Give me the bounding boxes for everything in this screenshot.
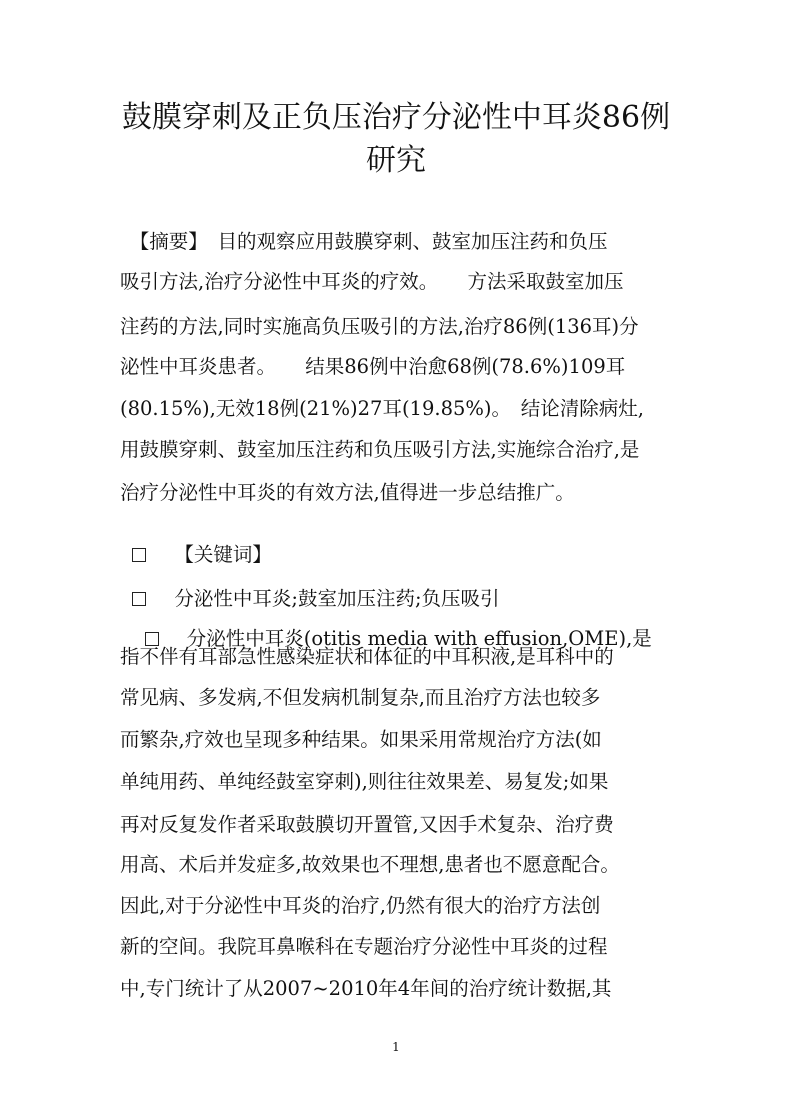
intro-line: 单纯用药、单纯经鼓室穿刺),则往往效果差、易复发;如果 <box>120 770 609 793</box>
abstract-line: (80.15%),无效18例(21%)27耳(19.85%)。 结论清除病灶, <box>120 397 644 420</box>
intro-line: 常见病、多发病,不但发病机制复杂,而且治疗方法也较多 <box>120 686 601 709</box>
intro-line: 因此,对于分泌性中耳炎的治疗,仍然有很大的治疗方法创 <box>120 894 601 917</box>
document-title-line-2: 研究 <box>366 143 426 178</box>
checkbox-icon <box>132 548 146 562</box>
abstract-line: 治疗分泌性中耳炎的有效方法,值得进一步总结推广。 <box>120 481 575 504</box>
keywords-text: 分泌性中耳炎;鼓室加压注药;负压吸引 <box>174 587 500 610</box>
checkbox-icon <box>145 632 159 646</box>
intro-line: 中,专门统计了从2007~2010年4年间的治疗统计数据,其 <box>120 977 612 1000</box>
intro-first-line: 分泌性中耳炎(otitis media with effusion,OME),是 <box>186 627 652 650</box>
intro-line: 新的空间。我院耳鼻喉科在专题治疗分泌性中耳炎的过程 <box>120 935 608 958</box>
document-title-line-1: 鼓膜穿刺及正负压治疗分泌性中耳炎86例 <box>121 100 671 135</box>
abstract-line: 泌性中耳炎患者。 结果86例中治愈68例(78.6%)109耳 <box>120 355 626 378</box>
keywords-heading-row <box>120 519 272 567</box>
intro-line: 用高、术后并发症多,故效果也不理想,患者也不愿意配合。 <box>120 853 620 876</box>
abstract-line: 用鼓膜穿刺、鼓室加压注药和负压吸引方法,实施综合治疗,是 <box>120 438 640 461</box>
keywords-heading: 【关键词】 <box>174 543 272 566</box>
intro-line: 再对反复发作者采取鼓膜切开置管,又因手术复杂、治疗费 <box>120 813 614 836</box>
abstract-line: 吸引方法,治疗分泌性中耳炎的疗效。 方法采取鼓室加压 <box>120 270 624 293</box>
abstract-line: 注药的方法,同时实施高负压吸引的方法,治疗86例(136耳)分 <box>120 315 639 338</box>
intro-line: 指不伴有耳部急性感染症状和体征的中耳积液,是耳科中的 <box>120 645 614 668</box>
page-number: 1 <box>392 1040 400 1054</box>
intro-line: 而繁杂,疗效也呈现多种结果。如果采用常规治疗方法(如 <box>120 728 602 751</box>
abstract-line: 【摘要】 目的观察应用鼓膜穿刺、鼓室加压注药和负压 <box>120 230 608 253</box>
